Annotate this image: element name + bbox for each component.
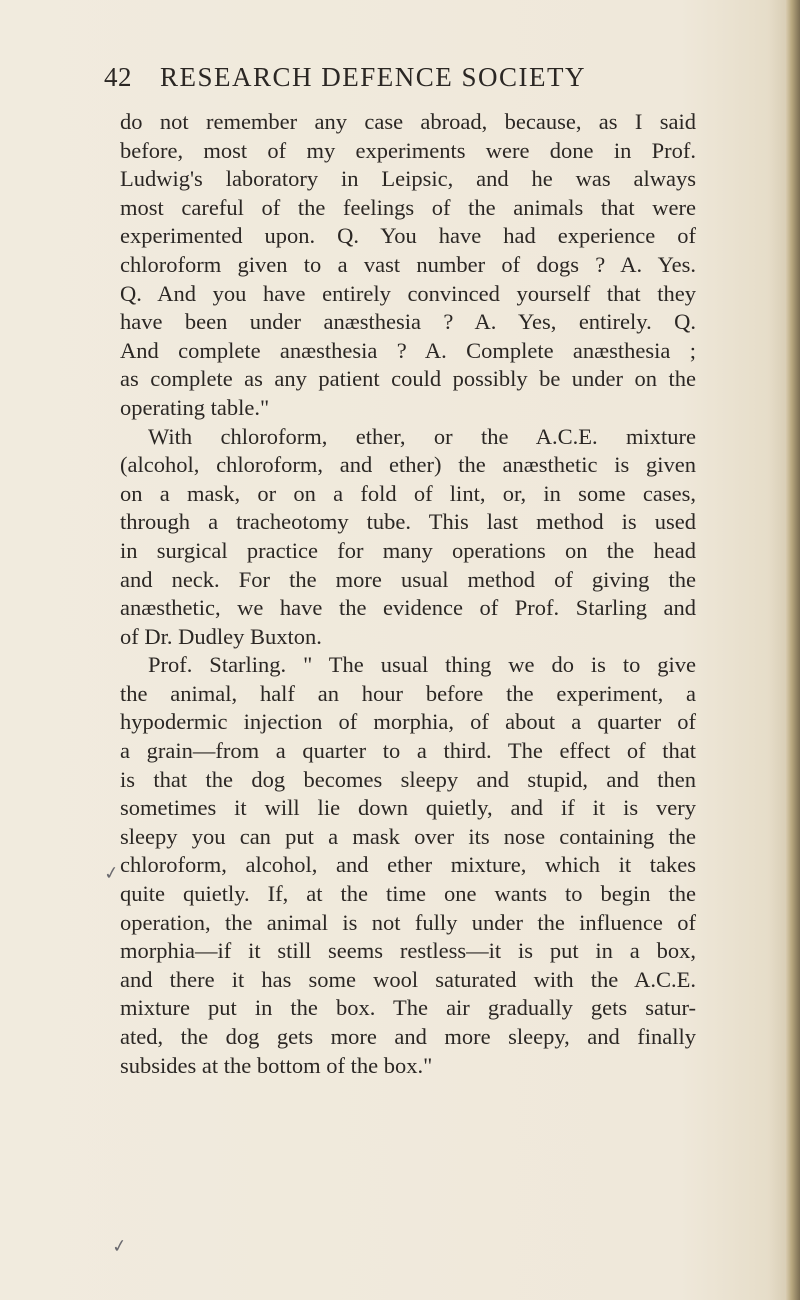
- text-line: and neck. For the more usual method of giving the: [120, 566, 696, 592]
- page-header: [104, 62, 704, 98]
- text-line: the animal, half an hour before the experiment, a: [120, 680, 696, 706]
- text-line: With chloroform, ether, or the A.C.E. mixture: [148, 423, 696, 449]
- text-line: chloroform given to a vast number of dogs ? A. Yes.: [120, 251, 696, 277]
- text-line: Prof. Starling. " The usual thing we do is to give: [148, 652, 696, 678]
- text-line: mixture put in the box. The air gradually gets satur-: [120, 995, 696, 1021]
- text-line: hypodermic injection of morphia, of about a quarter of: [120, 709, 696, 735]
- body-text: [120, 108, 696, 1080]
- text-line: subsides at the bottom of the box.": [120, 1052, 433, 1078]
- running-head: RESEARCH DEFENCE SOCIETY: [160, 62, 587, 92]
- text-line: on a mask, or on a fold of lint, or, in some cases,: [120, 480, 696, 506]
- text-line: is that the dog becomes sleepy and stupid, and then: [120, 766, 696, 792]
- text-line: morphia—if it still seems restless—it is put in a box,: [120, 938, 696, 964]
- text-line: Q. And you have entirely convinced yourself that they: [120, 280, 696, 306]
- text-line: and there it has some wool saturated with the A.C.E.: [120, 966, 696, 992]
- text-line: And complete anæsthesia ? A. Complete anæsthesia ;: [120, 337, 696, 363]
- text-line: as complete as any patient could possibly be under on the: [120, 366, 696, 392]
- text-line: operating table.": [120, 394, 270, 420]
- text-line: operation, the animal is not fully under the influence of: [120, 909, 696, 935]
- text-line: through a tracheotomy tube. This last method is used: [120, 509, 696, 535]
- text-line: quite quietly. If, at the time one wants to begin the: [120, 881, 696, 907]
- text-line: before, most of my experiments were done in Prof.: [120, 137, 696, 163]
- text-line: (alcohol, chloroform, and ether) the anæsthetic is given: [120, 452, 696, 478]
- page-number: 42: [104, 62, 132, 92]
- text-line: a grain—from a quarter to a third. The effect of that: [120, 738, 696, 764]
- text-line: sleepy you can put a mask over its nose containing the: [120, 823, 696, 849]
- text-line: of Dr. Dudley Buxton.: [120, 623, 322, 649]
- text-line: Ludwig's laboratory in Leipsic, and he was always: [120, 166, 696, 192]
- text-line: chloroform, alcohol, and ether mixture, which it takes: [120, 852, 696, 878]
- text-line: ated, the dog gets more and more sleepy, and finally: [120, 1024, 696, 1049]
- text-line: most careful of the feelings of the animals that were: [120, 194, 696, 220]
- page-edge: [786, 0, 800, 1300]
- text-line: experimented upon. Q. You have had experience of: [120, 223, 696, 249]
- text-line: do not remember any case abroad, because, as I said: [120, 109, 696, 134]
- margin-check-mark: ✓: [110, 1235, 129, 1257]
- margin-check-mark: ✓: [102, 862, 121, 884]
- text-line: have been under anæsthesia ? A. Yes, entirely. Q.: [120, 309, 696, 335]
- text-line: in surgical practice for many operations on the head: [120, 537, 696, 563]
- text-line: anæsthetic, we have the evidence of Prof. Starling and: [120, 595, 696, 621]
- text-line: sometimes it will lie down quietly, and if it is very: [120, 795, 696, 821]
